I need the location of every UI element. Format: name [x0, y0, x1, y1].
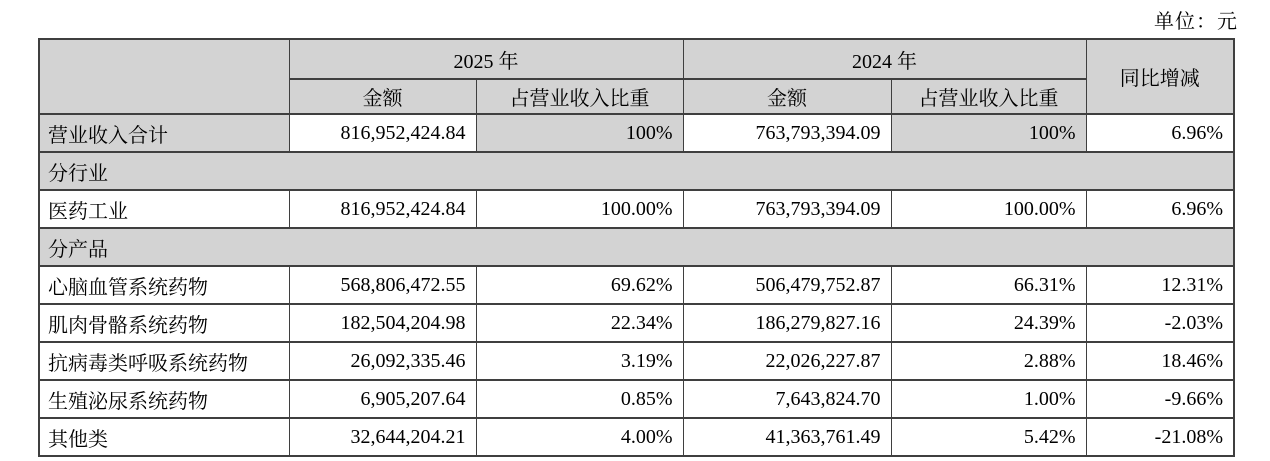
- cell-amount_2025: 816,952,424.84: [289, 190, 476, 228]
- cell-amount_2024: 22,026,227.87: [683, 342, 891, 380]
- cell-amount_2024: 763,793,394.09: [683, 190, 891, 228]
- cell-ratio_2025: 3.19%: [476, 342, 683, 380]
- cell-amount_2025: 568,806,472.55: [289, 266, 476, 304]
- cell-ratio_2024: 24.39%: [891, 304, 1086, 342]
- row-label: 其他类: [39, 418, 289, 456]
- cell-ratio_2025: 69.62%: [476, 266, 683, 304]
- table-row: [39, 190, 1234, 228]
- header-year-2024: 2024 年: [683, 39, 1086, 79]
- cell-yoy: -9.66%: [1086, 380, 1234, 418]
- cell-ratio_2024: 66.31%: [891, 266, 1086, 304]
- cell-ratio_2025: 100%: [476, 114, 683, 152]
- cell-ratio_2024: 100.00%: [891, 190, 1086, 228]
- cell-yoy: 12.31%: [1086, 266, 1234, 304]
- cell-amount_2024: 41,363,761.49: [683, 418, 891, 456]
- row-label: 生殖泌尿系统药物: [39, 380, 289, 418]
- header-ratio-2024: 占营业收入比重: [891, 79, 1086, 114]
- cell-amount_2024: 186,279,827.16: [683, 304, 891, 342]
- cell-amount_2024: 506,479,752.87: [683, 266, 891, 304]
- row-label: 抗病毒类呼吸系统药物: [39, 342, 289, 380]
- table-row: [39, 418, 1234, 456]
- cell-ratio_2025: 4.00%: [476, 418, 683, 456]
- cell-ratio_2024: 5.42%: [891, 418, 1086, 456]
- unit-label: 单位：元: [1154, 11, 1238, 33]
- table-row: [39, 380, 1234, 418]
- cell-yoy: 6.96%: [1086, 114, 1234, 152]
- cell-amount_2025: 816,952,424.84: [289, 114, 476, 152]
- header-amount-2025: 金额: [289, 79, 476, 114]
- cell-amount_2024: 7,643,824.70: [683, 380, 891, 418]
- table-row: [39, 114, 1234, 152]
- cell-ratio_2024: 2.88%: [891, 342, 1086, 380]
- cell-amount_2024: 763,793,394.09: [683, 114, 891, 152]
- header-yoy-change: 同比增减: [1086, 39, 1234, 114]
- cell-yoy: -21.08%: [1086, 418, 1234, 456]
- row-label: 营业收入合计: [39, 114, 289, 152]
- table-row: [39, 304, 1234, 342]
- section-label: 分产品: [39, 228, 1234, 266]
- header-ratio-2025: 占营业收入比重: [476, 79, 683, 114]
- cell-ratio_2024: 1.00%: [891, 380, 1086, 418]
- header-year-2025: 2025 年: [289, 39, 683, 79]
- corner-cell: [39, 39, 289, 114]
- row-label: 肌肉骨骼系统药物: [39, 304, 289, 342]
- section-row: [39, 228, 1234, 266]
- row-label: 医药工业: [39, 190, 289, 228]
- cell-ratio_2025: 0.85%: [476, 380, 683, 418]
- cell-amount_2025: 6,905,207.64: [289, 380, 476, 418]
- cell-ratio_2025: 100.00%: [476, 190, 683, 228]
- table-row: [39, 266, 1234, 304]
- row-label: 心脑血管系统药物: [39, 266, 289, 304]
- cell-yoy: -2.03%: [1086, 304, 1234, 342]
- cell-ratio_2024: 100%: [891, 114, 1086, 152]
- header-amount-2024: 金额: [683, 79, 891, 114]
- header-row-years: [39, 39, 1234, 79]
- cell-amount_2025: 32,644,204.21: [289, 418, 476, 456]
- cell-amount_2025: 26,092,335.46: [289, 342, 476, 380]
- cell-amount_2025: 182,504,204.98: [289, 304, 476, 342]
- cell-ratio_2025: 22.34%: [476, 304, 683, 342]
- cell-yoy: 18.46%: [1086, 342, 1234, 380]
- cell-yoy: 6.96%: [1086, 190, 1234, 228]
- section-label: 分行业: [39, 152, 1234, 190]
- table-body: [39, 114, 1234, 456]
- section-row: [39, 152, 1234, 190]
- revenue-breakdown-table: [38, 38, 1235, 457]
- table-row: [39, 342, 1234, 380]
